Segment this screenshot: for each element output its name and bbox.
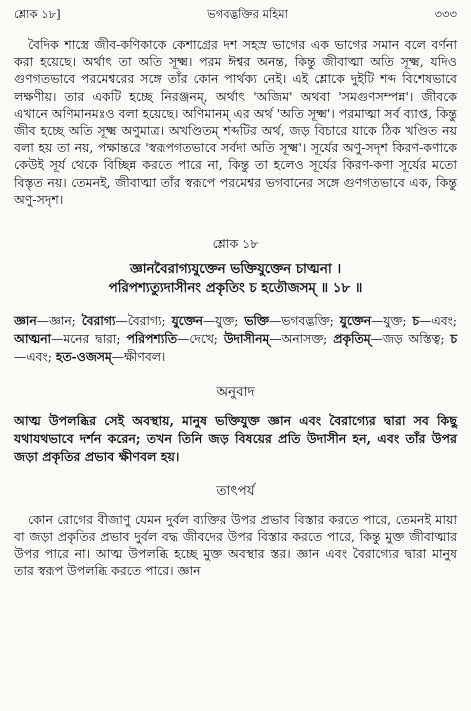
synonym-meaning: এবং [431, 314, 453, 329]
synonym-word: যুক্তেন [339, 313, 372, 329]
page-number: ৩৩৩ [434, 7, 457, 21]
verse-title: শ্লোক ১৮ [212, 236, 259, 252]
translation-heading: অনুবাদ [216, 383, 255, 400]
synonym-word: চ [450, 331, 457, 347]
verse-line-1: জ্ঞানবৈরাগ্যযুক্তেন ভক্তিযুক্তেন চাত্মনা । [129, 261, 342, 278]
translation-paragraph: আত্ম উপলব্ধির সেই অবস্থায়, মানুষ ভক্তিযুক্ত জ্ঞান এবং বৈরাগ্যের দ্বারা সব কিছু যথাযথভাবে দর্শন করেন; তখন তিনি জড় বিষয়ের প্রতি উদাসীন হন, এবং তাঁর উপর জড়া প্রকৃতির প্রভাব ক্ষীণবল হয়। [14, 412, 457, 464]
synonym-word: জ্ঞান [14, 313, 37, 329]
synonym-meaning: এবং [26, 350, 48, 365]
synonym-word: বৈরাগ্য [81, 313, 116, 329]
synonym-meaning: দেখে [189, 332, 214, 347]
synonym-meaning: যুক্ত [215, 314, 235, 329]
synonym-meaning: জড় অস্তিত্ব [382, 332, 441, 347]
sanskrit-verse [14, 260, 457, 298]
synonym-word: পরিপশ্যতি [126, 331, 178, 347]
synonym-word: চ [412, 313, 420, 329]
intro-paragraph: বৈদিক শাস্ত্রে জীব-কণিকাকে কেশাগ্রের দশ সহস্র ভাগের এক ভাগের সমান বলে বর্ণনা করা হয়েছে। অর্থাৎ তা অতি সূক্ষ্ম। পরম ঈশ্বর অনন্ত, কিন্তু জীবাত্মা অতি সূক্ষ্ম, যদিও গুণগতভাবে পরমেশ্বরের সঙ্গে তাঁর কোন পার্থক্য নেই। এই শ্লোকে দুইটি শব্দ বিশেষভাবে লক্ষণীয়। তার একটি হচ্ছে নিরঞ্জনম্, অর্থাৎ 'অজিম' অথবা 'সমগুণসম্পন্ন'। জীবকে এখানে অণিমানমঃও বলা হয়েছে। অণিমানম্ এর অর্থ 'অতি সূক্ষ্ম'। পরমাত্মা সর্ব ব্যাপ্ত, কিন্তু জীব হচ্ছে অতি সূক্ষ্ম অণুমাত্র। অখণ্ডিতম্ শব্দটির অর্থ, জড় বিচারে যাকে ঠিক খণ্ডিত নয় বলা হয় তা নয়, পক্ষান্তরে 'স্বরূপগতভাবে সর্বদা অতি সূক্ষ্ম'। সূর্যের অণু-সদৃশ কিরণ-কণাকে কেউই সূর্য থেকে বিচ্ছিন্ন করতে পারে না, কিন্তু তা হলেও সূর্যের কিরণ-কণা সূর্যের মতো বিস্তৃত নয়। তেমনই, জীবাত্মা তাঁর স্বরূপে পরমেশ্বর ভগবানের সঙ্গে গুণগতভাবে এক, কিন্তু অণু-সদৃশ। [14, 37, 457, 207]
purport-paragraph: কোন রোগের বীজাণু যেমন দুর্বল ব্যক্তির উপর প্রভাব বিস্তার করতে পারে, তেমনই মায়া বা জড়া প্রকৃতির প্রভাব দুর্বল বদ্ধ জীবদের উপর বিস্তার করতে পারে, কিন্তু মুক্ত জীবাত্মার উপর পারে না। আত্ম উপলব্ধি হচ্ছে মুক্ত অবস্থার স্তর। জ্ঞান এবং বৈরাগ্যের দ্বারা মানুষ তার স্বরূপ উপলব্ধি করতে পারে। জ্ঞান [14, 511, 457, 579]
synonyms-paragraph: জ্ঞান—জ্ঞান; বৈরাগ্য—বৈরাগ্য; যুক্তেন—যুক্ত; ভক্তি—ভগবদ্ভক্তি; যুক্তেন—যুক্ত; চ—এবং; আত্মনা—মনের দ্বারা; পরিপশ্যতি—দেখে; উদাসীনম্—অনাসক্ত; প্রকৃতিম্—জড় অস্তিত্ব; চ—এবং; হত-ওজসম্—ক্ষীণবল। [14, 313, 458, 365]
synonym-word: উদাসীনম্ [223, 331, 270, 347]
synonym-meaning: মনের দ্বারা [63, 332, 117, 347]
header-chapter-title: ভগবদ্ভক্তির মহিমা [207, 7, 289, 21]
page-header [14, 6, 457, 24]
synonym-meaning: ভগবদ্ভক্তি [281, 314, 330, 329]
synonym-word: হত-ওজসম্ [55, 349, 112, 365]
synonym-word: ভক্তি [244, 313, 269, 329]
purport-heading: তাৎপর্য [216, 482, 255, 499]
synonym-word: প্রকৃতিম্ [333, 331, 371, 347]
synonym-meaning: ক্ষীণবল [123, 350, 161, 365]
synonym-meaning: বৈরাগ্য [127, 314, 162, 329]
synonym-meaning: জ্ঞান [48, 314, 72, 329]
header-verse-ref: শ্লোক ১৮] [14, 7, 61, 21]
synonym-meaning: যুক্ত [383, 314, 403, 329]
synonym-word: আত্মনা [14, 331, 52, 347]
synonym-word: যুক্তেন [171, 313, 203, 329]
verse-line-2: পরিপশ্যত্যুদাসীনং প্রকৃতিং চ হতৌজসম্ ॥ ১৮ ॥ [108, 280, 363, 297]
synonym-meaning: অনাসক্ত [281, 332, 324, 347]
